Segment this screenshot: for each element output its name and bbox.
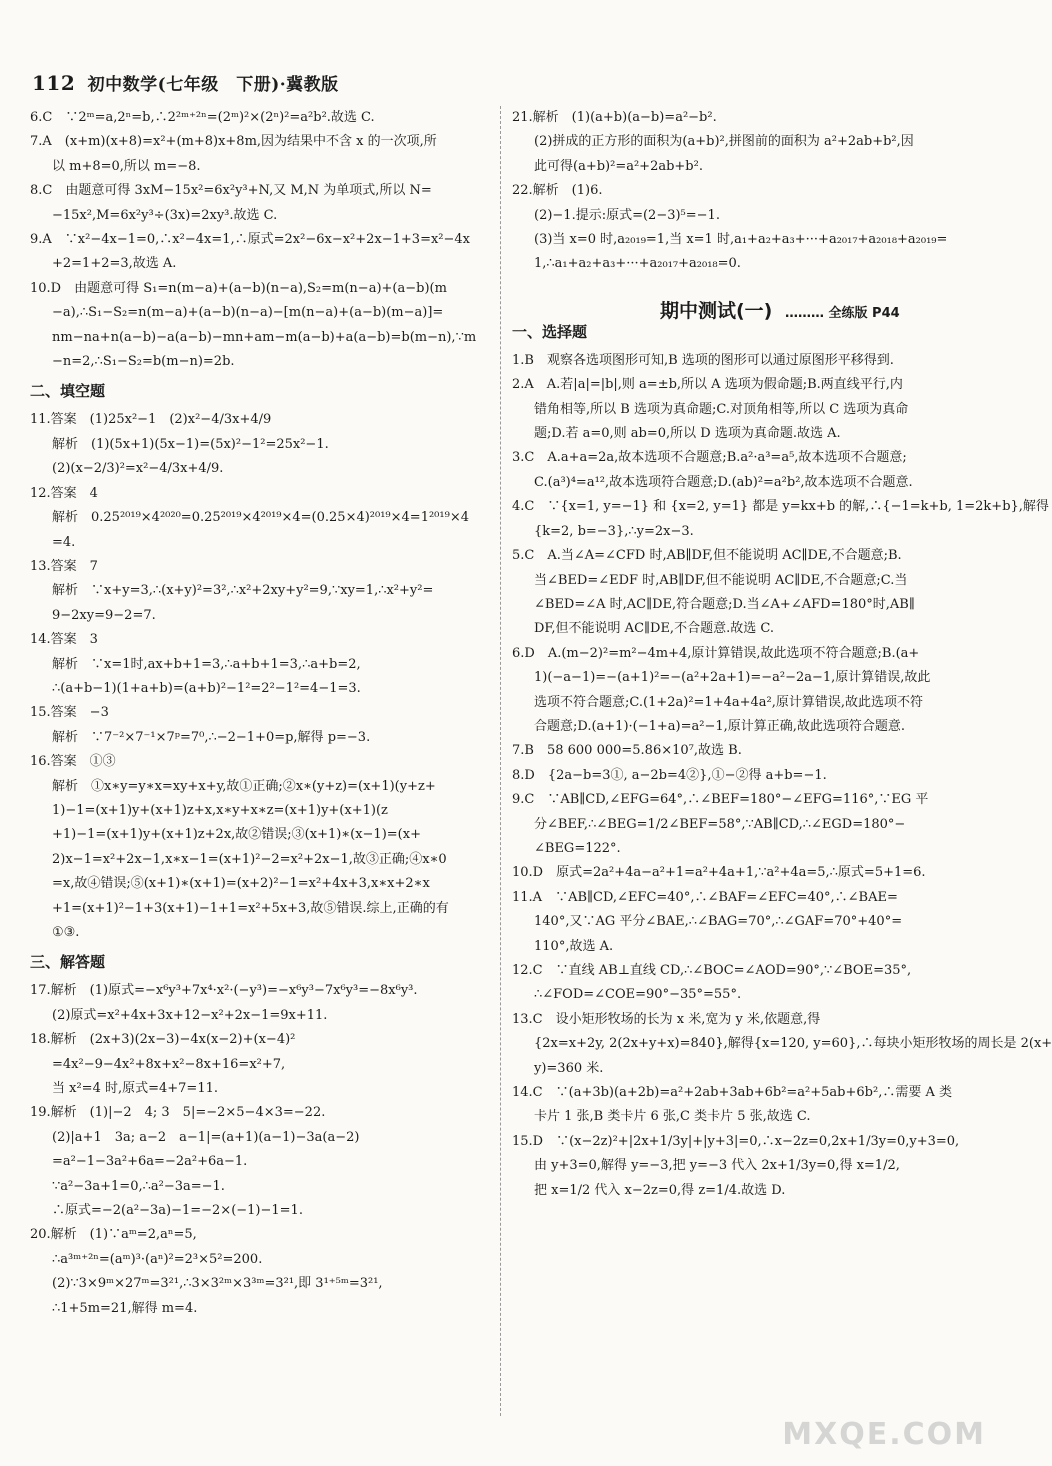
left-column [30, 106, 488, 1321]
text-line: (2)|a+1 3a; a−2 a−1|=(a+1)(a−1)−3a(a−2) [52, 1129, 360, 1145]
text-line: −n=2,∴S₁−S₂=b(m−n)=2b. [52, 354, 235, 370]
text-line: ∵a²−3a+1=0,∴a²−3a=−1. [52, 1178, 225, 1194]
text-line: 当∠BED=∠EDF 时,AB∥DF,但不能说明 AC∥DE,不合题意;C.当 [534, 572, 908, 588]
text-line: 1)−1=(x+1)y+(x+1)z+x,x∗y+x∗z=(x+1)y+(x+1)(z [52, 802, 388, 818]
text-line: 解析 ∵x=1时,ax+b+1=3,∴a+b+1=3,∴a+b=2, [52, 656, 361, 672]
text-line: 11.A ∵AB∥CD,∠EFC=40°,∴∠BAF=∠EFC=40°,∴∠BAE= [512, 889, 898, 905]
text-line: ∴原式=−2(a²−3a)−1=−2×(−1)−1=1. [52, 1203, 303, 1219]
text-line: 解析 ∵7⁻²×7⁻¹×7ᵖ=7⁰,∴−2−1+0=p,解得 p=−3. [52, 729, 371, 745]
section-title-text: 期中测试(一) [660, 300, 773, 322]
text-line: 15.答案 −3 [30, 705, 109, 721]
page-header [32, 70, 339, 95]
text-line: 错角相等,所以 B 选项为真命题;C.对顶角相等,所以 C 选项为真命 [534, 401, 909, 417]
text-line: 5.C A.当∠A=∠CFD 时,AB∥DF,但不能说明 AC∥DE,不合题意;B. [512, 548, 902, 564]
text-line: ∴∠FOD=∠COE=90°−35°=55°. [534, 987, 742, 1003]
text-line: −a),∴S₁−S₂=n(m−a)+(a−b)(n−a)−[m(n−a)+(a−b)(m−a)]= [52, 305, 444, 321]
text-line: nm−na+n(a−b)−a(a−b)−mn+am−m(a−b)+a(a−b)=b(m−n),∵m [52, 329, 477, 345]
text-line: 2)x−1=x²+2x−1,x∗x−1=(x+1)²−2=x²+2x−1,故③正确;④x∗0 [52, 851, 447, 867]
text-line: 卡片 1 张,B 类卡片 6 张,C 类卡片 5 张,故选 C. [534, 1109, 811, 1125]
text-line: ∠BEG=122°. [534, 840, 621, 856]
text-line: {2x=x+2y, 2(2x+y+x)=840},解得{x=120, y=60},∴每块小矩形牧场的周长是 2(x+ [534, 1036, 1052, 1052]
text-line: 把 x=1/2 代入 x−2z=0,得 z=1/4.故选 D. [534, 1182, 786, 1198]
text-line: 22.解析 (1)6. [512, 183, 603, 199]
text-line: ∴1+5m=21,解得 m=4. [52, 1300, 198, 1316]
text-line: +2=1+2=3,故选 A. [52, 256, 177, 272]
text-line: 8.C 由题意可得 3xM−15x²=6x²y³+N,又 M,N 为单项式,所以 N= [30, 183, 432, 199]
text-line: 10.D 原式=2a²+4a−a²+1=a²+4a+1,∵a²+4a=5,∴原式=5+1=6. [512, 865, 926, 881]
text-line: =4x²−9−4x²+8x+x²−8x+16=x²+7, [52, 1056, 286, 1072]
right-column [512, 106, 1052, 1203]
text-line: +1=(x+1)²−1+3(x+1)−1+1=x²+5x+3,故⑤错误.综上,正确的有 [52, 900, 449, 916]
text-line: 7.B 58 600 000=5.86×10⁷,故选 B. [512, 743, 742, 759]
text-line: (2)拼成的正方形的面积为(a+b)²,拼图前的面积为 a²+2ab+b²,因 [534, 134, 914, 150]
text-line: −15x²,M=6x²y³÷(3x)=2xy³.故选 C. [52, 207, 278, 223]
text-line: ①③. [52, 925, 80, 940]
text-line: DF,但不能说明 AC∥DE,不合题意.故选 C. [534, 621, 774, 637]
text-line: 13.C 设小矩形牧场的长为 x 米,宽为 y 米,依题意,得 [512, 1011, 821, 1027]
text-line: 8.D {2a−b=3①, a−2b=4②},①−②得 a+b=−1. [512, 767, 827, 783]
page-number: 112 [32, 71, 76, 95]
text-line: 6.C ∵2ᵐ=a,2ⁿ=b,∴2²ᵐ⁺²ⁿ=(2ᵐ)²×(2ⁿ)²=a²b².故选 C. [30, 110, 375, 125]
text-line: 6.D A.(m−2)²=m²−4m+4,原计算错误,故此选项不符合题意;B.(a+ [512, 645, 920, 661]
midterm-section-title [660, 296, 900, 323]
text-line: {k=2, b=−3},∴y=2x−3. [534, 523, 694, 539]
text-line: 12.答案 4 [30, 485, 98, 501]
text-line: 10.D 由题意可得 S₁=n(m−a)+(a−b)(n−a),S₂=m(n−a)+(a−b)(m [30, 280, 447, 296]
text-line: 此可得(a+b)²=a²+2ab+b². [534, 158, 703, 174]
text-line: 17.解析 (1)原式=−x⁶y³+7x⁴·x²·(−y³)=−x⁶y³−7x⁶y³=−8x⁶y³. [30, 983, 418, 999]
text-line: =4. [52, 534, 76, 550]
text-line: (2)∵3×9ᵐ×27ᵐ=3²¹,∴3×3²ᵐ×3³ᵐ=3²¹,即 3¹⁺⁵ᵐ=3²¹, [52, 1276, 383, 1292]
text-line: 分∠BEF,∴∠BEG=1/2∠BEF=58°,∵AB∥CD,∴∠EGD=180°− [534, 816, 906, 832]
text-line: 13.答案 7 [30, 558, 98, 574]
column-divider [500, 106, 501, 1416]
text-line: 9.A ∵x²−4x−1=0,∴x²−4x=1,∴原式=2x²−6x−x²+2x−1+3=x²−4x [30, 232, 471, 248]
text-line: 21.解析 (1)(a+b)(a−b)=a²−b². [512, 110, 717, 125]
text-line: 由 y+3=0,解得 y=−3,把 y=−3 代入 2x+1/3y=0,得 x=1/2, [534, 1158, 900, 1174]
text-line: 3.C A.a+a=2a,故本选项不合题意;B.a²·a³=a⁵,故本选项不合题意; [512, 450, 907, 466]
text-line: C.(a³)⁴=a¹²,故本选项符合题意;D.(ab)²=a²b²,故本选项不合题意. [534, 474, 913, 490]
section-heading: 三、解答题 [30, 953, 106, 972]
text-line: 7.A (x+m)(x+8)=x²+(m+8)x+8m,因为结果中不含 x 的一次项,所 [30, 134, 437, 150]
text-line: 19.解析 (1)|−2 4; 3 5|=−2×5−4×3=−22. [30, 1105, 326, 1121]
text-line: 12.C ∵直线 AB⊥直线 CD,∴∠BOC=∠AOD=90°,∵∠BOE=35°, [512, 963, 912, 978]
text-line: 14.答案 3 [30, 632, 98, 648]
text-line: 20.解析 (1)∵aᵐ=2,aⁿ=5, [30, 1227, 197, 1243]
section-heading: 一、选择题 [512, 322, 588, 341]
text-line: 15.D ∵(x−2z)²+|2x+1/3y|+|y+3|=0,∴x−2z=0,2x+1/3y=0,y+3=0, [512, 1133, 960, 1149]
text-line: 16.答案 ①③ [30, 754, 116, 770]
section-heading: 二、填空题 [30, 382, 106, 401]
text-line: 解析 ①x∗y=y∗x=xy+x+y,故①正确;②x∗(y+z)=(x+1)(y+z+ [52, 778, 436, 794]
text-line: 1,∴a₁+a₂+a₃+···+a₂₀₁₇+a₂₀₁₈=0. [534, 256, 741, 272]
text-line: y)=360 米. [534, 1060, 604, 1076]
text-line: (2)原式=x²+4x+3x+12−x²+2x−1=9x+11. [52, 1007, 328, 1023]
text-line: 解析 ∵x+y=3,∴(x+y)²=3²,∴x²+2xy+y²=9,∵xy=1,∴x²+y²= [52, 583, 434, 599]
text-line: 当 x²=4 时,原式=4+7=11. [52, 1081, 218, 1097]
watermark: MXQE.COM [782, 1417, 986, 1452]
text-line: 9.C ∵AB∥CD,∠EFG=64°,∴∠BEF=180°−∠EFG=116°,∵EG 平 [512, 792, 929, 808]
text-line: 解析 0.25²⁰¹⁹×4²⁰²⁰=0.25²⁰¹⁹×4²⁰¹⁹×4=(0.25×4)²⁰¹⁹×4=1²⁰¹⁹×4 [52, 510, 469, 526]
text-line: ∠BED=∠A 时,AC∥DE,符合题意;D.当∠A+∠AFD=180°时,AB∥ [534, 596, 915, 612]
text-line: 以 m+8=0,所以 m=−8. [52, 158, 201, 174]
text-line: 140°,又∵AG 平分∠BAE,∴∠BAG=70°,∴∠GAF=70°+40°= [534, 914, 903, 930]
book-title: 初中数学(七年级 下册)·冀教版 [87, 75, 339, 95]
text-line: 18.解析 (2x+3)(2x−3)−4x(x−2)+(x−4)² [30, 1032, 296, 1048]
text-line: 1)(−a−1)=−(a+1)²=−(a²+2a+1)=−a²−2a−1,原计算错误,故此 [534, 670, 931, 686]
text-line: ∴(a+b−1)(1+a+b)=(a+b)²−1²=2²−1²=4−1=3. [52, 680, 361, 696]
text-line: ∴a³ᵐ⁺²ⁿ=(aᵐ)³·(aⁿ)²=2³×5²=200. [52, 1251, 263, 1267]
text-line: =x,故④错误;⑤(x+1)∗(x+1)=(x+2)²−1=x²+4x+3,x∗x+2∗x [52, 876, 430, 892]
text-line: 2.A A.若|a|=|b|,则 a=±b,所以 A 选项为假命题;B.两直线平行,内 [512, 377, 903, 393]
text-line: =a²−1−3a²+6a=−2a²+6a−1. [52, 1154, 248, 1170]
text-line: 11.答案 (1)25x²−1 (2)x²−4/3x+4/9 [30, 412, 272, 428]
text-line: (2)(x−2/3)²=x²−4/3x+4/9. [52, 461, 224, 477]
text-line: 110°,故选 A. [534, 938, 614, 954]
text-line: +1)−1=(x+1)y+(x+1)z+2x,故②错误;③(x+1)∗(x−1)=(x+ [52, 827, 421, 843]
text-line: 1.B 观察各选项图形可知,B 选项的图形可以通过原图形平移得到. [512, 352, 894, 368]
text-line: 选项不符合题意;C.(1+2a)²=1+4a+4a²,原计算错误,故此选项不符 [534, 694, 924, 710]
text-line: 9−2xy=9−2=7. [52, 607, 156, 623]
text-line: 14.C ∵(a+3b)(a+2b)=a²+2ab+3ab+6b²=a²+5ab+6b²,∴需要 A 类 [512, 1085, 952, 1101]
text-line: (3)当 x=0 时,a₂₀₁₉=1,当 x=1 时,a₁+a₂+a₃+···+a₂₀₁₇+a₂₀₁₈+a₂₀₁₉= [534, 232, 948, 248]
text-line: (2)−1.提示:原式=(2−3)⁵=−1. [534, 207, 720, 223]
section-reference: ……… 全练版 P44 [785, 306, 900, 321]
text-line: 解析 (1)(5x+1)(5x−1)=(5x)²−1²=25x²−1. [52, 436, 329, 452]
text-line: 合题意;D.(a+1)·(−1+a)=a²−1,原计算正确,故此选项符合题意. [534, 718, 906, 734]
text-line: 4.C ∵{x=1, y=−1} 和 {x=2, y=1} 都是 y=kx+b 的解,∴{−1=k+b, 1=2k+b},解得 [512, 499, 1049, 515]
text-line: 题;D.若 a=0,则 ab=0,所以 D 选项为真命题.故选 A. [534, 426, 841, 442]
